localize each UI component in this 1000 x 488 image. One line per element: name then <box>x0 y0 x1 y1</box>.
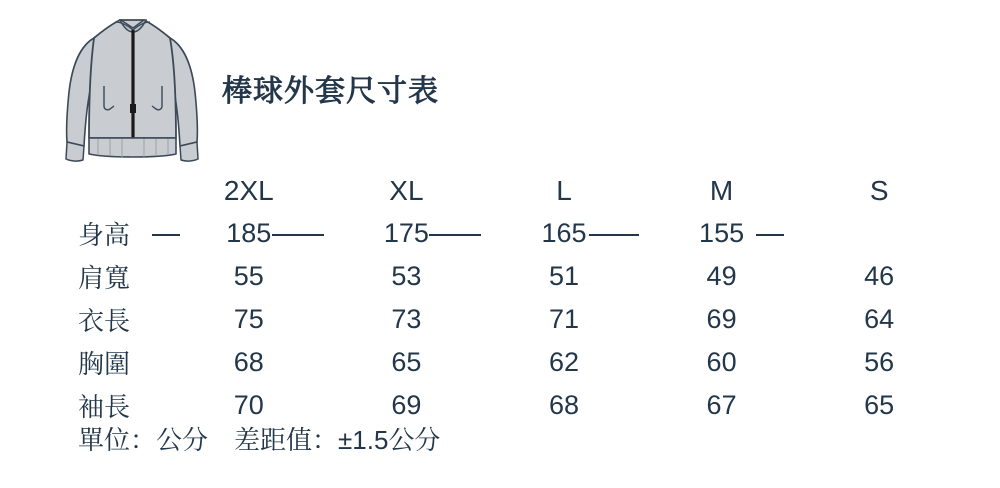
row-label-shoulder: 肩寬 <box>78 263 131 293</box>
header-cells <box>170 175 958 207</box>
dash-separator <box>756 234 784 236</box>
dash-separator <box>429 234 481 236</box>
length-m: 69 <box>706 304 737 334</box>
jacket-svg <box>58 8 208 168</box>
table-row <box>78 298 958 341</box>
sleeve-l: 68 <box>548 390 579 420</box>
length-l: 71 <box>548 304 579 334</box>
page-title: 棒球外套尺寸表 <box>222 75 439 108</box>
unit-footnote: 單位：公分 差距值：±1.5公分 <box>78 425 441 455</box>
chest-l: 62 <box>548 347 579 377</box>
height-xl: 175 <box>328 218 486 249</box>
sleeve-2xl: 70 <box>233 390 264 420</box>
height-l: 165 <box>485 218 643 249</box>
length-xl: 73 <box>391 304 422 334</box>
chest-m: 60 <box>706 347 737 377</box>
row-label-sleeve: 袖長 <box>78 392 131 422</box>
height-2xl: 185 <box>170 218 328 249</box>
size-header-m: M <box>709 175 734 206</box>
shoulder-m: 49 <box>706 261 737 291</box>
sleeve-xl: 69 <box>391 390 422 420</box>
shoulder-cells <box>170 261 958 292</box>
size-header-l: L <box>556 175 572 206</box>
sleeve-m: 67 <box>706 390 737 420</box>
table-row <box>78 341 958 384</box>
height-m: 155 <box>643 218 801 249</box>
height-s <box>800 218 958 249</box>
size-header-s: S <box>869 175 889 206</box>
size-header-xl: XL <box>389 175 424 206</box>
height-cells <box>170 218 958 249</box>
shoulder-l: 51 <box>548 261 579 291</box>
shoulder-xl: 53 <box>391 261 422 291</box>
length-2xl: 75 <box>233 304 264 334</box>
shoulder-2xl: 55 <box>233 261 264 291</box>
row-label-length: 衣長 <box>78 306 131 336</box>
table-row <box>78 212 958 255</box>
dash-separator <box>152 234 180 236</box>
length-cells <box>170 304 958 335</box>
shoulder-s: 46 <box>864 261 895 291</box>
dash-separator <box>272 234 324 236</box>
sleeve-s: 65 <box>864 390 895 420</box>
dash-separator <box>589 234 639 236</box>
baseball-jacket-illustration <box>58 8 208 168</box>
length-s: 64 <box>864 304 895 334</box>
chest-2xl: 68 <box>233 347 264 377</box>
chest-cells <box>170 347 958 378</box>
size-table <box>78 170 958 427</box>
chest-xl: 65 <box>391 347 422 377</box>
chest-s: 56 <box>864 347 895 377</box>
sleeve-cells <box>170 390 958 421</box>
table-header-row <box>78 170 958 212</box>
table-row <box>78 255 958 298</box>
size-header-2xl: 2XL <box>223 175 274 206</box>
row-label-chest: 胸圍 <box>78 349 131 379</box>
row-label-height: 身高 <box>78 220 131 250</box>
